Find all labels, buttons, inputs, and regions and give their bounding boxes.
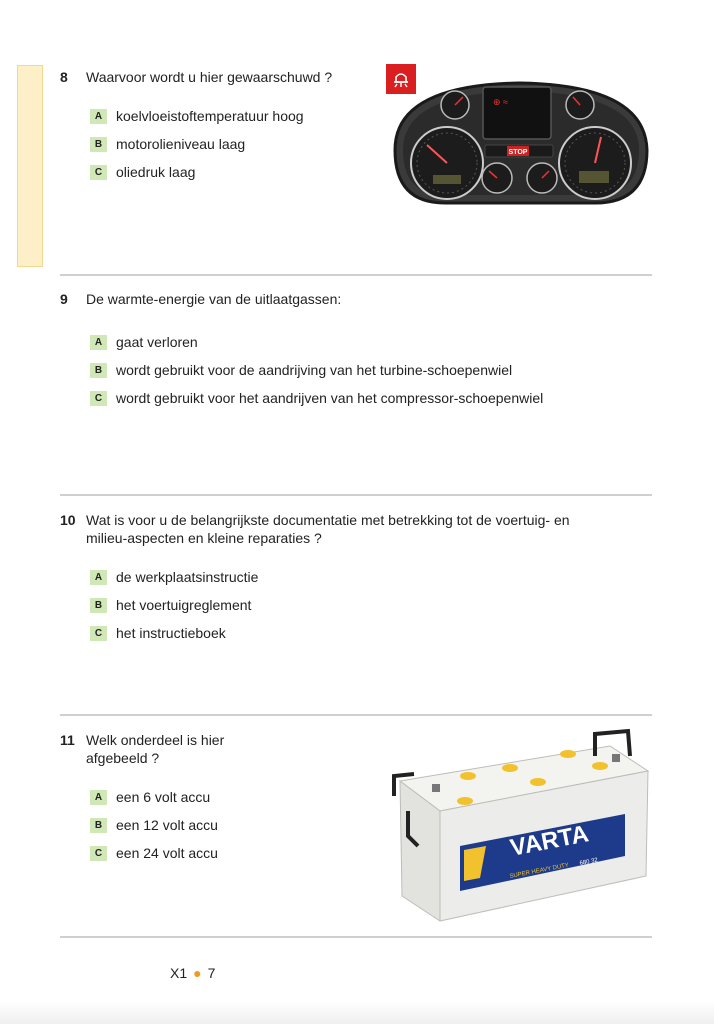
answer-option-c[interactable] <box>90 158 332 186</box>
section-divider <box>60 274 652 276</box>
answer-letter-badge: A <box>90 335 107 350</box>
battery-illustration <box>380 726 655 931</box>
question-9 <box>60 290 543 412</box>
answer-letter-badge: B <box>90 363 107 378</box>
question-text: Wat is voor u de belangrijkste documentatie met betrekking tot de voertuig- en milieu-aspecten en kleine reparaties ? <box>86 512 570 546</box>
question-number: 8 <box>60 69 68 85</box>
answer-text: wordt gebruikt voor het aandrijven van het compressor-schoepenwiel <box>116 390 544 406</box>
question-10 <box>60 511 570 647</box>
answer-text: oliedruk laag <box>116 164 196 180</box>
answer-text: wordt gebruikt voor de aandrijving van het turbine-schoepenwiel <box>116 362 513 378</box>
answer-letter-badge: A <box>90 790 107 805</box>
question-number: 9 <box>60 291 68 307</box>
answer-option-c[interactable] <box>90 619 570 647</box>
question-number: 11 <box>60 732 75 748</box>
battery-brand-label: VARTA <box>507 820 591 862</box>
margin-highlight-bar <box>17 65 43 267</box>
section-divider <box>60 714 652 716</box>
footer-page-number: 7 <box>207 965 216 981</box>
answer-option-b[interactable] <box>90 591 570 619</box>
question-text: De warmte-energie van de uitlaatgassen: <box>86 291 342 307</box>
battery-model-code: 680 32 <box>579 857 599 867</box>
question-text: Waarvoor wordt u hier gewaarschuwd ? <box>86 69 333 85</box>
answer-text: het instructieboek <box>116 625 226 641</box>
answer-letter-badge: B <box>90 818 107 833</box>
battery-model-line: SUPER HEAVY DUTY <box>509 862 570 880</box>
dashboard-illustration <box>385 75 655 210</box>
answer-letter-badge: B <box>90 598 107 613</box>
question-8 <box>60 68 332 186</box>
question-text: Welk onderdeel is hier afgebeeld ? <box>86 732 225 766</box>
answer-option-a[interactable] <box>90 328 543 356</box>
answer-option-b[interactable] <box>90 811 224 839</box>
page-footer <box>170 965 215 981</box>
answer-text: het voertuigreglement <box>116 597 252 613</box>
footer-dot-icon: ● <box>193 965 202 981</box>
answer-letter-badge: B <box>90 137 107 152</box>
answer-option-a[interactable] <box>90 563 570 591</box>
answer-text: koelvloeistoftemperatuur hoog <box>116 108 304 124</box>
answer-option-b[interactable] <box>90 356 543 384</box>
answer-letter-badge: A <box>90 570 107 585</box>
answer-text: de werkplaatsinstructie <box>116 569 259 585</box>
svg-text:⊕ ≈: ⊕ ≈ <box>493 97 508 107</box>
answer-letter-badge: C <box>90 391 107 406</box>
question-11 <box>60 731 224 867</box>
answer-option-a[interactable] <box>90 783 224 811</box>
page-bottom-shade <box>0 1002 714 1024</box>
answer-letter-badge: C <box>90 846 107 861</box>
answer-option-b[interactable] <box>90 130 332 158</box>
answer-letter-badge: C <box>90 165 107 180</box>
answer-option-c[interactable] <box>90 839 224 867</box>
answer-text: een 24 volt accu <box>116 845 218 861</box>
answer-text: een 12 volt accu <box>116 817 218 833</box>
answer-letter-badge: C <box>90 626 107 641</box>
answer-text: gaat verloren <box>116 334 198 350</box>
answer-text: een 6 volt accu <box>116 789 211 805</box>
section-divider <box>60 494 652 496</box>
answer-option-a[interactable] <box>90 102 332 130</box>
stop-warning-label: STOP <box>508 149 528 156</box>
answer-letter-badge: A <box>90 109 107 124</box>
question-number: 10 <box>60 512 76 528</box>
section-divider <box>60 936 652 938</box>
footer-section: X1 <box>170 965 188 981</box>
answer-text: motorolieniveau laag <box>116 136 246 152</box>
answer-option-c[interactable] <box>90 384 543 412</box>
